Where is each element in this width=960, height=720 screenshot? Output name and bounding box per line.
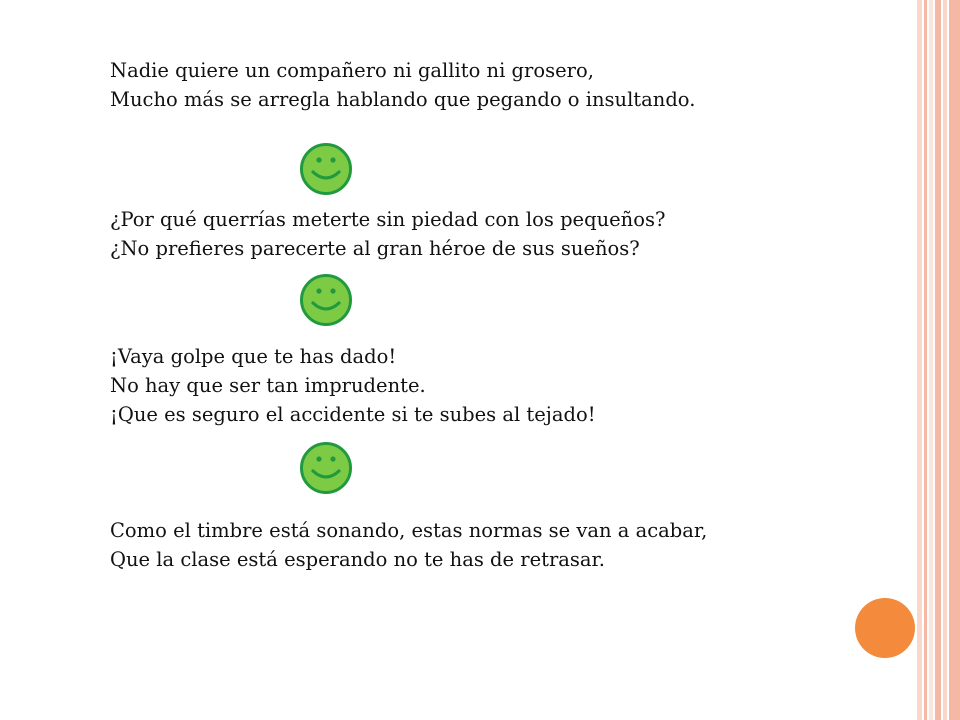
smiley-face-icon — [299, 441, 353, 495]
decorative-stripe — [949, 0, 960, 720]
poem — [110, 0, 890, 720]
decorative-stripe — [917, 0, 922, 720]
decorative-stripe — [924, 0, 927, 720]
stanza-4 — [110, 516, 890, 574]
poem-line: Que la clase está esperando no te has de retrasar. — [110, 548, 605, 571]
stanza-1 — [110, 56, 890, 114]
decorative-stripe — [935, 0, 941, 720]
poem-line: No hay que ser tan imprudente. — [110, 374, 426, 397]
stanza-2 — [110, 205, 890, 263]
decorative-stripe — [943, 0, 947, 720]
poem-line: Mucho más se arregla hablando que pegando o insultando. — [110, 88, 696, 111]
poem-line: ¿Por qué querrías meterte sin piedad con los pequeños? — [110, 208, 666, 231]
smiley-face-icon — [299, 142, 353, 196]
poem-line: ¡Vaya golpe que te has dado! — [110, 345, 397, 368]
poem-line: ¡Que es seguro el accidente si te subes al tejado! — [110, 403, 596, 426]
stanza-3 — [110, 342, 890, 429]
decorative-stripe — [929, 0, 933, 720]
smiley-face-icon — [299, 273, 353, 327]
poem-line: ¿No prefieres parecerte al gran héroe de sus sueños? — [110, 237, 640, 260]
poem-line: Nadie quiere un compañero ni gallito ni grosero, — [110, 59, 594, 82]
poem-line: Como el timbre está sonando, estas normas se van a acabar, — [110, 519, 708, 542]
